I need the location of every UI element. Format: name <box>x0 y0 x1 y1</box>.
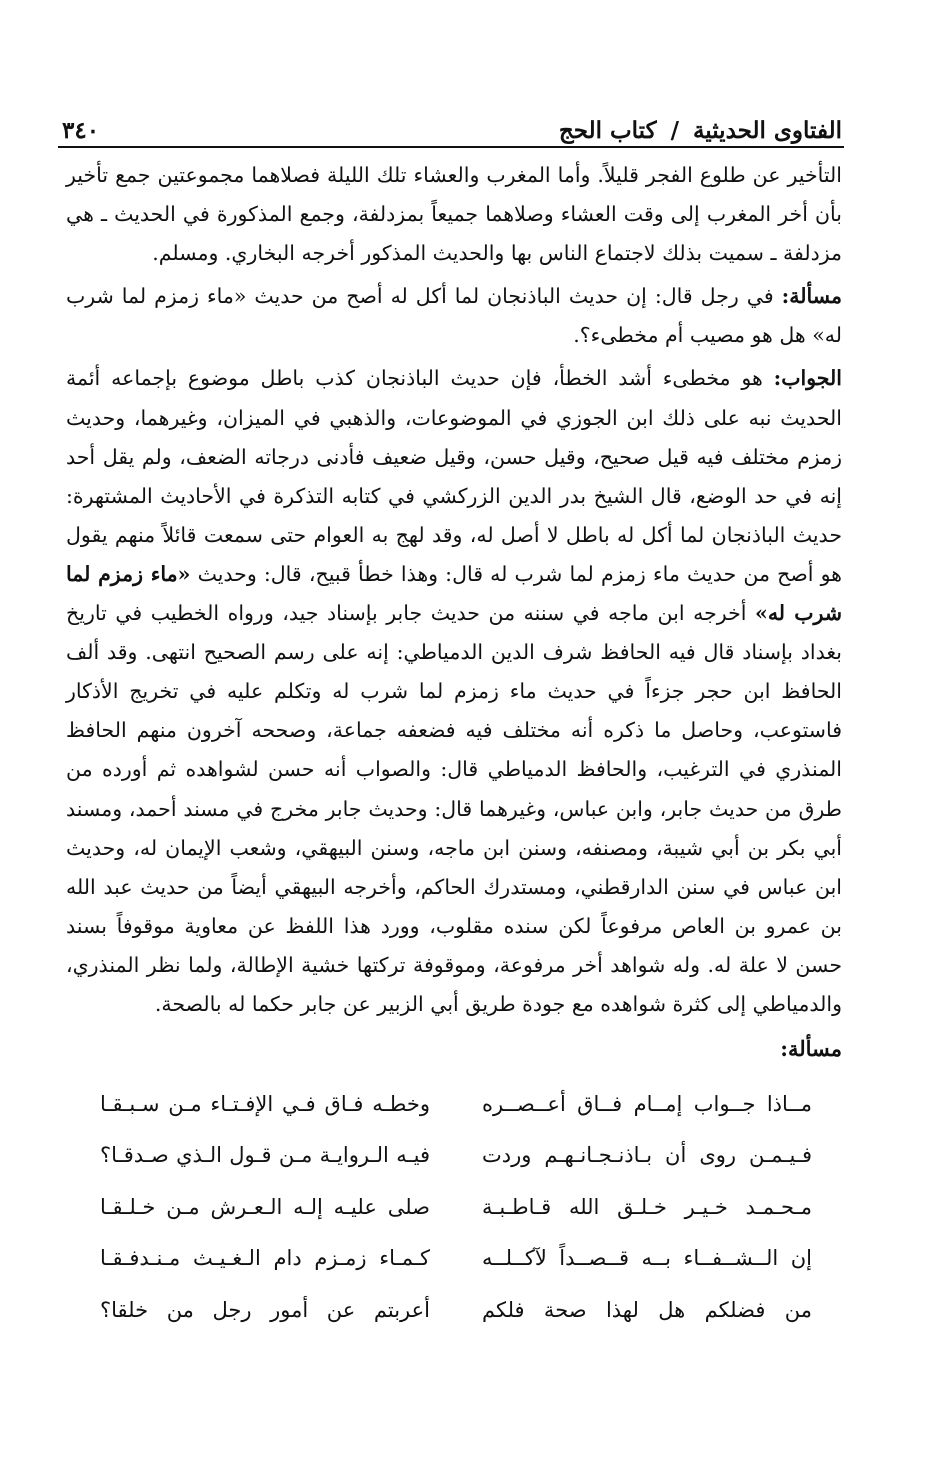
section-title: كتاب الحج <box>558 117 657 144</box>
paragraph-question <box>66 277 842 355</box>
running-header <box>62 104 842 144</box>
poem-verse <box>100 1078 812 1130</box>
poem-verse <box>100 1284 812 1336</box>
verse-second-half: كـمـاء زمـزم دام الـغـيـث مـنـدفـقـا <box>100 1246 430 1271</box>
verse-first-half: مـحـمـد خـيـر خـلـق الله قـاطـبـة <box>482 1194 812 1219</box>
paragraph-text: التأخير عن طلوع الفجر قليلاً. وأما المغرب والعشاء تلك الليلة فصلاهما مجموعتين جمع تأخير بأن أخر المغرب إلى وقت العشاء وصلاهما جميعاً بمزدلفة، وجمع المذكورة في الحديث ـ هي مزدلفة ـ سميت بذلك لاجتماع الناس بها والحديث المذكور أخرجه البخاري. ومسلم. <box>66 163 842 266</box>
question-heading: مسألة: <box>780 1036 842 1061</box>
poem-verse <box>100 1130 812 1182</box>
paragraph-intro <box>66 156 842 273</box>
poem-verse <box>100 1233 812 1285</box>
verse-second-half: صلى عليـه إلـه الـعـرش مـن خـلـقـا <box>100 1194 430 1219</box>
header-divider <box>58 146 844 148</box>
main-text <box>66 156 842 1024</box>
verse-first-half: إن الــشــفــاء بــه قــصــداً لآكــلــه <box>482 1246 812 1271</box>
verse-first-half: مــاذا جــواب إمــام فــاق أعــصــره <box>482 1091 812 1116</box>
hadith-quote: «ماء زمزم لما شرب له» <box>66 561 842 626</box>
poem <box>100 1078 812 1336</box>
poem-verse <box>100 1181 812 1233</box>
answer-text-after: أخرجه ابن ماجه في سننه من حديث جابر بإسناد جيد، ورواه الخطيب في تاريخ بغداد بإسناد قال فيه الحافظ شرف الدين الدمياطي: إنه على رسم الصحيح انتهى. وقد ألف الحافظ ابن حجر جزءاً في حديث ماء زمزم لما شرب له وتكلم عليه في تخريج الأذكار فاستوعب، وحاصل ما ذكره أنه مختلف فيه فضعفه جماعة، وصححه آخرون منهم الحافظ المنذري في الترغيب، والحافظ الدمياطي قال: والصواب أنه حسن لشواهده ثم أورده من طرق من حديث جابر، وابن عباس، وغيرهما قال: وحديث جابر مخرج في مسند أحمد، ومسند أبي بكر بن أبي شيبة، ومصنفه، وسنن ابن ماجه، وسنن البيهقي، وشعب الإيمان له، وحديث ابن عباس في سنن الدارقطني، ومستدرك الحاكم، وأخرجه البيهقي أيضاً من حديث عبد الله بن عمرو بن العاص مرفوعاً لكن سنده مقلوب، وورد هذا اللفظ عن معاوية موقوفاً بسند حسن لا علة له. وله شواهد أخر مرفوعة، وموقوفة تركتها خشية الإطالة، ولما نظر المنذري، والدمياطي إلى كثرة شواهده مع جودة طريق أبي الزبير عن جابر حكما له بالصحة. <box>66 601 842 1016</box>
answer-text-before: هو مخطىء أشد الخطأ، فإن حديث الباذنجان كذب باطل موضوع بإجماعه أئمة الحديث نبه على ذلك ابن الجوزي في الموضوعات، والذهبي في الميزان، وغيرهما، وحديث زمزم مختلف فيه قيل صحيح، وقيل حسن، وقيل ضعيف فأدنى درجاته الضعف، ولم يقل أحد إنه في حد الوضع، قال الشيخ بدر الدين الزركشي في كتابه التذكرة في الأحاديث المشتهرة: حديث الباذنجان لما أكل له باطل لا أصل له، وقد لهج به العوام حتى سمعت قائلاً منهم يقول هو أصح من حديث ماء زمزم لما شرب له قال: وهذا خطأ قبيح، قال: وحديث <box>66 366 842 586</box>
answer-label: الجواب: <box>773 366 842 391</box>
header-title <box>559 117 842 144</box>
verse-first-half: فـيـمـن روى أن بـاذنـجـانـهـم وردت <box>482 1143 812 1168</box>
verse-second-half: وخطـه فـاق فـي الإفـتـاء مـن سـبـقـا <box>100 1091 430 1116</box>
verse-second-half: أعربتم عن أمور رجل من خلقا؟ <box>100 1297 430 1322</box>
page-number: ٣٤٠ <box>62 117 100 144</box>
verse-second-half: فيـه الـروايـة مـن قـول الـذي صـدقـا؟ <box>100 1143 430 1168</box>
paragraph-answer <box>66 359 842 1024</box>
header-separator: / <box>670 117 679 144</box>
question-text: في رجل قال: إن حديث الباذنجان لما أكل له أصح من حديث «ماء زمزم لما شرب له» هل هو مصيب أم مخطىء؟. <box>66 284 842 348</box>
verse-first-half: من فضلكم هل لهذا صحة فلكم <box>482 1297 812 1322</box>
book-title: الفتاوى الحديثية <box>692 117 842 144</box>
question-label: مسألة: <box>781 284 842 309</box>
